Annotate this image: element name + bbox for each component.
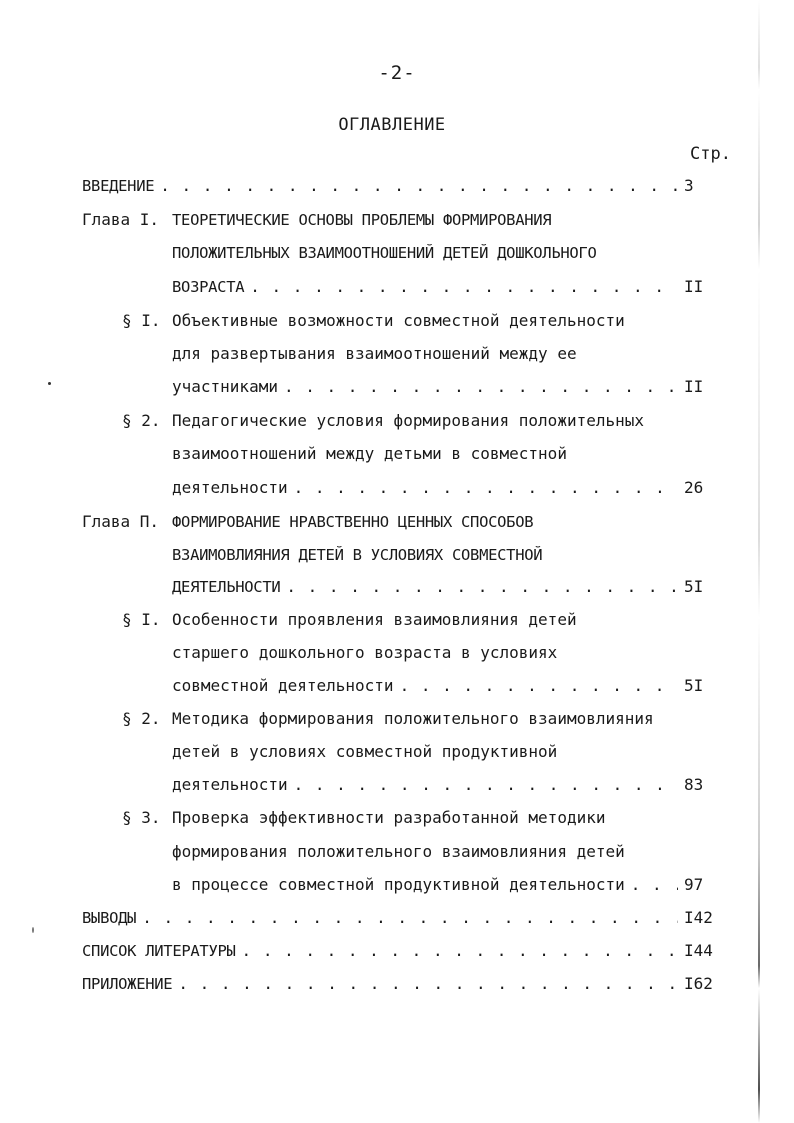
scan-speck xyxy=(32,927,34,933)
toc-section-1-1-line-2 xyxy=(172,342,577,366)
toc-entry-text: Объективные возможности совместной деятельности xyxy=(172,311,625,330)
toc-page-ref: 26 xyxy=(684,478,704,497)
toc-entry-text: ДЕЯТЕЛЬНОСТИ xyxy=(172,578,281,596)
toc-page-ref: II xyxy=(684,377,704,396)
toc-entry-text: ВЗАИМОВЛИЯНИЯ ДЕТЕЙ В УСЛОВИЯХ СОВМЕСТНОЙ xyxy=(172,546,543,564)
section-label: § I. xyxy=(122,311,161,330)
toc-entry-conclusions xyxy=(82,906,714,930)
toc-entry-text: Педагогические условия формирования положительных xyxy=(172,411,645,430)
toc-section-1-1-line-1 xyxy=(122,309,625,333)
toc-entry-appendix xyxy=(82,972,714,996)
section-label: § 2. xyxy=(122,411,161,430)
toc-section-1-2-line-3 xyxy=(172,476,714,500)
toc-page-ref: I44 xyxy=(684,941,713,960)
toc-section-2-1-line-3 xyxy=(172,674,714,698)
toc-entry-text: деятельности xyxy=(172,775,288,794)
leader-dots xyxy=(286,575,678,599)
section-label: § 2. xyxy=(122,709,161,728)
toc-page-ref: I42 xyxy=(684,908,713,927)
leader-dots xyxy=(400,674,678,698)
toc-entry-text: ФОРМИРОВАНИЕ НРАВСТВЕННО ЦЕННЫХ СПОСОБОВ xyxy=(172,513,534,531)
toc-section-1-2-line-1 xyxy=(122,409,644,433)
leader-dots xyxy=(284,375,678,399)
leader-dots xyxy=(242,939,678,963)
toc-page-ref: I62 xyxy=(684,974,713,993)
toc-entry-text: детей в условиях совместной продуктивной xyxy=(172,742,558,761)
toc-section-1-2-line-2 xyxy=(172,442,567,466)
page-title: ОГЛАВЛЕНИЕ xyxy=(338,115,446,135)
toc-entry-text: Особенности проявления взаимовлияния детей xyxy=(172,610,577,629)
toc-section-2-2-line-2 xyxy=(172,740,557,764)
toc-chapter-2-line-2 xyxy=(172,543,542,567)
toc-entry-text: для развертывания взаимоотношений между ее xyxy=(172,344,577,363)
toc-entry-text: старшего дошкольного возраста в условиях xyxy=(172,643,558,662)
toc-section-2-3-line-3 xyxy=(172,873,714,897)
toc-chapter-1-line-2 xyxy=(172,241,597,265)
toc-entry-text: СПИСОК ЛИТЕРАТУРЫ xyxy=(82,942,236,960)
scan-margin-edge xyxy=(758,0,760,1123)
toc-entry-text: формирования положительного взаимовлияния детей xyxy=(172,842,625,861)
section-label: § I. xyxy=(122,610,161,629)
toc-entry-text: взаимоотношений между детьми в совместной xyxy=(172,444,567,463)
toc-section-2-2-line-1 xyxy=(122,707,654,731)
toc-entry-text: ПОЛОЖИТЕЛЬНЫХ ВЗАИМООТНОШЕНИЙ ДЕТЕЙ ДОШКОЛЬНОГО xyxy=(172,244,597,262)
toc-page-ref: 83 xyxy=(684,775,704,794)
toc-page-ref: 97 xyxy=(684,875,704,894)
leader-dots xyxy=(294,476,678,500)
toc-entry-text: деятельности xyxy=(172,478,288,497)
toc-entry-text: участниками xyxy=(172,377,278,396)
toc-chapter-2-line-3 xyxy=(172,575,714,599)
toc-page-ref: II xyxy=(684,277,704,296)
leader-dots xyxy=(142,906,678,930)
toc-page-ref: 5I xyxy=(684,577,704,596)
toc-entry-bibliography xyxy=(82,939,714,963)
chapter-label: Глава I. xyxy=(82,210,160,229)
toc-chapter-2-line-1 xyxy=(82,510,533,534)
toc-entry-text: ВОЗРАСТА xyxy=(172,278,245,296)
chapter-label: Глава П. xyxy=(82,512,160,531)
page-column-label: Стр. xyxy=(690,144,731,164)
toc-section-2-3-line-2 xyxy=(172,840,625,864)
toc-section-2-3-line-1 xyxy=(122,806,605,830)
page-number: -2- xyxy=(378,62,416,84)
leader-dots xyxy=(250,275,678,299)
toc-section-2-1-line-1 xyxy=(122,608,577,632)
toc-entry-text: в процессе совместной продуктивной деятельности xyxy=(172,875,625,894)
toc-entry-text: ПРИЛОЖЕНИЕ xyxy=(82,975,173,993)
scan-speck xyxy=(48,382,51,385)
toc-section-2-2-line-3 xyxy=(172,773,714,797)
toc-section-1-1-line-3 xyxy=(172,375,714,399)
leader-dots xyxy=(178,972,678,996)
toc-page-ref: 3 xyxy=(684,176,694,195)
toc-section-2-1-line-2 xyxy=(172,641,557,665)
toc-chapter-1-line-1 xyxy=(82,208,551,232)
leader-dots xyxy=(631,873,678,897)
toc-entry-intro xyxy=(82,174,714,198)
toc-entry-text: Проверка эффективности разработанной методики xyxy=(172,808,606,827)
toc-entry-text: ТЕОРЕТИЧЕСКИЕ ОСНОВЫ ПРОБЛЕМЫ ФОРМИРОВАНИЯ xyxy=(172,211,552,229)
section-label: § 3. xyxy=(122,808,161,827)
leader-dots xyxy=(160,174,678,198)
toc-entry-text: Методика формирования положительного взаимовлияния xyxy=(172,709,654,728)
toc-page-ref: 5I xyxy=(684,676,704,695)
leader-dots xyxy=(294,773,678,797)
toc-chapter-1-line-3 xyxy=(172,275,714,299)
toc-entry-text: ВВЕДЕНИЕ xyxy=(82,177,155,195)
toc-entry-text: ВЫВОДЫ xyxy=(82,909,137,927)
toc-entry-text: совместной деятельности xyxy=(172,676,394,695)
